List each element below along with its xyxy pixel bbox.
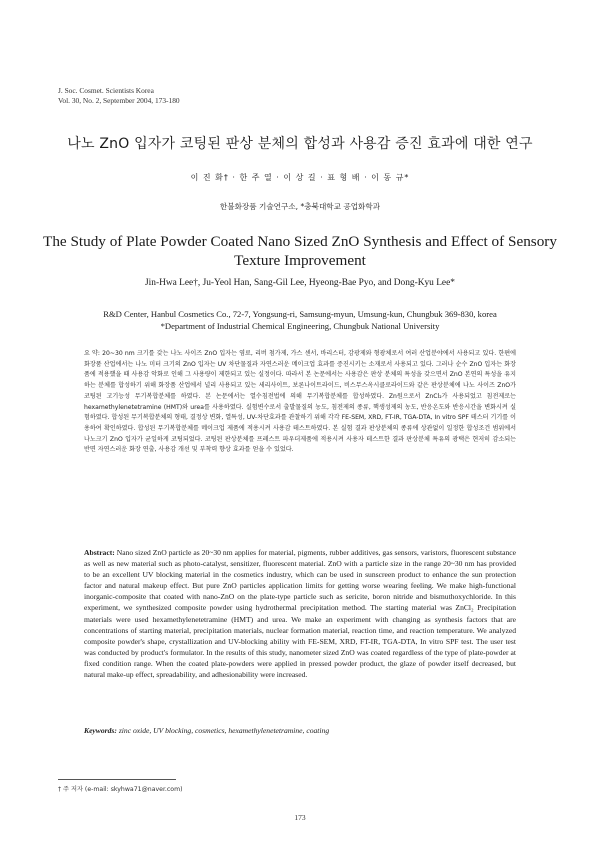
english-abstract	[84, 547, 516, 680]
korean-abstract	[84, 349, 516, 456]
abstract-heading: Abstract:	[84, 548, 115, 557]
keywords-text: zinc oxide, UV blocking, cosmetics, hexamethylenetetramine, coating	[118, 726, 330, 735]
english-affiliation	[20, 308, 580, 332]
journal-citation	[58, 86, 180, 106]
affiliation-line-2: *Department of Industrial Chemical Engineering, Chungbuk National University	[160, 321, 440, 331]
english-title: The Study of Plate Powder Coated Nano Sized ZnO Synthesis and Effect of Sensory Texture Improvement	[43, 233, 557, 269]
korean-authors: 이 진 화† · 한 주 열 · 이 상 길 · 표 형 배 · 이 동 규*	[190, 173, 410, 182]
footnote: † 주 저자 (e-mail: skyhwa71@naver.com)	[58, 786, 183, 793]
page-number: 173	[294, 813, 306, 822]
keywords	[84, 726, 516, 735]
abstract-text: Nano sized ZnO particle as 20~30 nm applies for material, pigments, rubber additives, gas sensors, varistors, fluorescent substance as well as new material such as photo-catalyst, sensitizer, fluorescent material. ZnO with a particle size in the range 20~30 nm has provided to be an excellent UV blocking material in the cosmetics industry, which can be used in sunscreen product to enhance the sun protection factor and natural makeup effect. But pure ZnO particles application limits for getting worse wearing feeling. We make high-functional inorganic-composite that coated with nano-ZnO on the plate-type particle such as sericite, boron nitride and bismuthoxychloride. In this experiment, we synthesized composite powder using hydrothermal precipitation method. The starting material was ZnCl₂ Precipitation materials were used hexamethylenetetramine (HMT) and urea. We make an experiment with changing as synthesis factors that are concentrations of starting material, precipitation materials, nuclear formation material, reaction time, and reaction temperature. We analyzed composite powder's shape, crystallization and UV-blocking ability with FE-SEM, XRD, FT-IR, TGA-DTA, In vitro SPF test. The user test was conducted by product's formulator. In the results of this study, nanometer sized ZnO was coated regardless of the type of plate-powder at fixed condition range. When the coated plate-powders were applied in pressed powder product, the glaze of powder itself decreased, but natural make-up effect, spreadability, and adhesionability were increased.	[84, 548, 516, 680]
keywords-heading: Keywords:	[84, 726, 117, 735]
footnote-divider	[58, 779, 176, 780]
journal-name: J. Soc. Cosmet. Scientists Korea	[58, 86, 154, 95]
korean-title: 나노 ZnO 입자가 코팅된 판상 분체의 합성과 사용감 증진 효과에 대한 연구	[67, 136, 533, 152]
affiliation-line-1: R&D Center, Hanbul Cosmetics Co., 72-7, Yongsung-ri, Samsung-myun, Umsung-kun, Chungbuk 369-830, korea	[103, 309, 497, 319]
journal-volume: Vol. 30, No. 2, September 2004, 173-180	[58, 96, 180, 105]
korean-affiliation: 한불화장품 기술연구소, *충북대학교 공업화학과	[219, 202, 381, 211]
korean-abstract-text: 요 약: 20~30 nm 크기를 갖는 나노 사이즈 ZnO 입자는 염료, 리버 첨가제, 가스 센서, 바리스터, 감광제와 형광체로서 여러 산업분야에서 사용되고 있다. 한편에 화장품 산업에서는 나노 미터 크기의 ZnO 입자는 UV 차단물질과 자연스러운 메이크업 효과를 증진시키는 소재로서 사용되고 있다. 그러나 순수 ZnO 입자는 화장품에 적용했을 때 사용감 악화로 인해 그 사용량이 제한되고 있는 실정이다. 따라서 본 논문에서는 사용감은 판상 분체의 특성을 갖으면서 ZnO 본연의 특성을 유지하는 분체를 합성하기 위해 화장품 산업에서 널리 사용되고 있는 세리사이트, 보론나이트라이드, 비스무스옥시클로라이드와 같은 판상분체에 나노 사이즈 ZnO가 코팅된 고기능성 무기복합분체를 하였다. 본 논문에서는 열수침전법에 의해 무기복합분체를 합성하였다. Zn원으로서 ZnCl₂가 사용되었고 침전제로는 hexamethylenetetramine (HMT)와 urea를 사용하였다. 실험변수로서 출발물질의 농도, 침전제의 종류, 핵생성제의 농도, 반응온도와 반응시간을 변화시켜 실험하였다. 합성된 무기복합분체의 형태, 결정상 변화, 열특성, UV-차단효과를 관찰하기 위해 각각 FE-SEM, XRD, FT-IR, TGA-DTA, In vitro SPF 테스터 기기를 이용하여 확인하였다. 합성된 무기복합분체를 메이크업 제품에 적용시켜 사용감 테스트하였다. 본 실험 결과 판상분체의 종류에 상관없이 일정한 합성조건 범위에서 나노크기 ZnO 입자가 균일하게 코팅되었다. 코팅된 판상분체를 프레스트 파우더제품에 적용시켜 사용자 테스트한 결과 판상분체 특유의 광택은 현저히 감소되는 반면 자연스러운 화장 연출, 사용감 개선 및 부착력 향상 효과를 얻을 수 있었다.	[84, 350, 516, 454]
english-authors: Jin-Hwa Lee†, Ju-Yeol Han, Sang-Gil Lee, Hyeong-Bae Pyo, and Dong-Kyu Lee*	[145, 278, 455, 288]
